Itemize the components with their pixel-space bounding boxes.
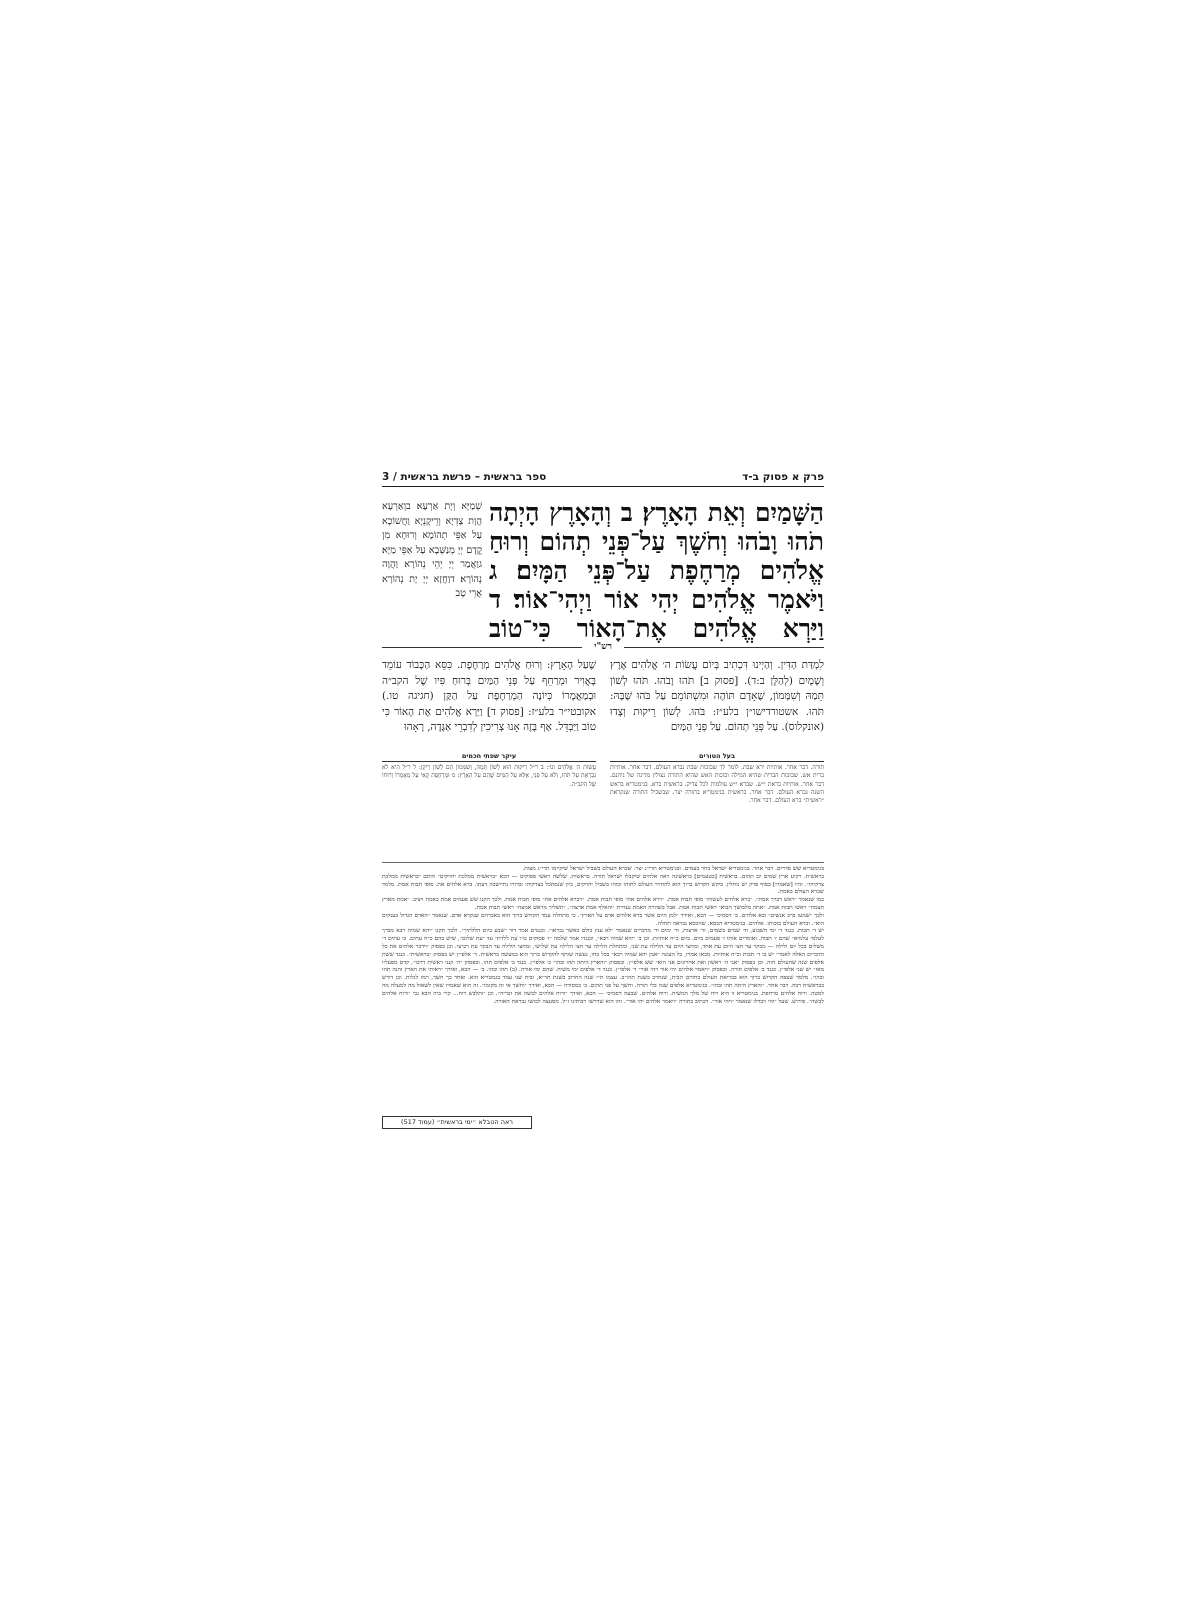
book-parsha-page-label: ספר בראשית – פרשת בראשית / 3 [382, 471, 547, 483]
targum-onkelos: שְׁמַיָּא וְיָת אַרְעָא׃ בוְאַרְעָא הֲוָת צָדְיָא וְרֵיקָנְיָא וַחֲשׁוֹכָא עַל אַפֵּי תְהוֹמָא וְרוּחָא מִן קֳדָם יְיָ מְנַשְּׁבָא עַל אַפֵּי מַיָּא׃ גוַאֲמַר יְיָ יְהֵי נְהוֹרָא וַהֲוָה נְהוֹרָא׃ דוַחֲזָא יְיָ יָת נְהוֹרָא אֲרֵי טָב [382, 501, 482, 599]
commentary-paragraph: כמו שנאמר ״ראש דברך אמת״. ״ברא אלהים לעשות״ סופי תבות אמת. ״וירא אלהים את״ סופי תבות אמת. ״ויברא אלהים את״ סופי תבות אמת. ולכך הקנו שש פעמים אמת כאמת ויציב. ״אמת מארץ תצמח״ ראשי תבות אמת. ״אתה מלבושך הבוא״ ראשי תבות אמת. אבל בשהרה האמת נעדרת ״והאלף אמת ארצה״. ״תשליך מראש אמצה״ ראשי תבות אמת. [382, 897, 824, 911]
rashi-label: רש"י [594, 642, 612, 652]
commentary-paragraph: ולכך ״שמעו ברב אנשים״ ובא אלהים. ב׳ דסמיכי — הכא, ואידך ״למן היום אשר ברא אלהים אדם על הארץ״. כי מתחלה עמד הקדוש ברוך הוא באברהם שנקרא אדם. שנאמר ״האדם הגדול בענקים הוא״. וברא העולם בזכותו. אלהים. בגימטריא הכסא. שהכסא נבראה תחלה. [382, 912, 824, 927]
rashi-column-right: לִמְדַּת הַדִּין. וְהַיְינוּ דִּכְתִיב בְּיוֹם עֲשׂוֹת ה׳ אֱלֹהִים אֶרֶץ וְשָׁמָיִם (לְהַלָּן ב:ד). [פסוק ב] תֹּהוּ וָבֹהוּ. תֹּהוּ לְשׁוֹן תֵּמַהּ וְשִׁמָּמוֹן, שֶׁאָדָם תּוֹהֶה וּמִשְׁתּוֹמֵם עַל בֹּהוּ שֶׁבָּהּ: תֹּהוּ. אשטורדישו״ן בלע״ז: בֹּהוּ. לְשׁוֹן רֵיקוּת וְצָדוּ (אונקלוס). עַל פְּנֵי תְהוֹם. עַל פְּנֵי הַמַּיִם [610, 659, 824, 733]
main-verse-text: הַשָּׁמַיִם וְאֵת הָאָרֶץ׃ ב וְהָאָרֶץ הָיְתָה תֹהוּ וָבֹהוּ וְחֹשֶׁךְ עַל־פְּנֵי תְהוֹם וְרוּחַ אֱלֹהִים מְרַחֶפֶת עַל־פְּנֵי הַמָּיִם׃ ג וַיֹּאמֶר אֱלֹהִים יְהִי אוֹר וַיְהִי־אוֹר׃ ד וַיַּרְא אֱלֹהִים אֶת־הָאוֹר כִּי־טוֹב [489, 498, 824, 643]
baal-haturim-continued [382, 862, 824, 1108]
separator-line-left [382, 647, 582, 648]
secondary-commentaries [382, 752, 824, 856]
commentary-paragraph: יש ד׳ תבות. כנגד ד׳ ימי השבוע, וד׳ שמים בשמים, וד׳ ארצות, וד׳ ימים וד׳ מדברים שנאמר ״לא ענין כולם כאשר נבראו״. וכנגדם אמר דוד ״שבע ביום הללתיך״. ולכך תקנו ״יהא שמיה רבא מברך לעלמי עלמיא״ שהם ז׳ תבות. ואומרים אותו ז׳ פעמים ביום. ביום כ״ח אותיות. וכן ב׳ ״יהא שמיה רבא״, וכנגדו אמר שלמה ״ז׳ פסוקים ט״ו עת ללדת״ עד ״עת שלום״, שיש בהם כ״ח עתים. כי עתים ד׳ משלים בכל יום ולילה — מבקר עד חצי היום עת אחד, ומחצי היום עד הלילה עת שני, ומתחלת הלילה עד חצי הלילה עת שלישי, ומחצי הלילה עד הבקר עת רביעי. וכן בפסוק ״וידבר אלהים את כל הדברים האלה לאמר״ יש בו ד׳ תבות וכ״ח אותיות. מכאן אמרו, כל העונה ״אמן יהא שמיה רבא״ בכל כחו, נעשה שותף להקדוש ברוך הוא במעשה בראשית. ד׳ אלפי״ן יש בפסוק ״בראשית״. כנגד ששת אלפים שנה שהעולם הזה. וכן בפסוק ״אני ה׳ ראשון ואת אחרונים אני הוא״ שש אלפי״ן. ובפסוק ״והארץ היתה תהו ובהו״ ב׳ אלפי״ן. כנגד ב׳ אלפים תהו. ובפסוק ״ה׳ קנני ראשית דרכו״, קדם מפעליו מאז״ יש שני אלפי״ן. כנגד ב׳ אלפים תורה. ובפסוק ״ויאמר אלהים יהי אור ויהי אור״ ד׳ אלפי״ן. כנגד ד׳ אלפים ימי משיח. שהם ימי אורה. (ב) תהו ובהו. ב׳ — הכא, ואידך ״ראיתי את הארץ והנה תהו ובהו״. מלמד שצפה הקדוש ברוך הוא בבריאת העולם בחורבן הבית, שנחרב בשנת תהו״ב. עצמו ת״י שנה החרוב בשנת תר״א, ובית שני עמד בגמטריא הוא. ואחר כך חשך, רמז לגלות. וכן דורש בבראשית רבה. דבר אחר. ״והארץ היתה תהו ובהו״. בגימטריא אלפים שנה בלי תורה. וחשך על פני תהום. ב׳ במסורה — הכא, ואידך ״וחשך אי זה מקומו״. זה הוא שאמרו שאין לשאול מה למעלה מה למטה. ורוח אלהים מרחפת. בגימטריא זו היא רוח של מלך המשיח. ורוח אלהים. שבעה דסמיכי — הכא, ואידך ״ורוח אלהים לבשה את זכריה״. וכן ״ותלבש רוח... קרי ביה הבא גבי ״ורוח אלהים לבשה״. פירוש. שעל ״והי ויבדלו שנאמר ״ויהי אור״. דכתיב בתורה ״ויאמר אלהים יהי אור״. זהו הוא שדרשו רבותינו ז״ל. מסעצה לבושו נבראת האורה. [382, 928, 824, 1005]
page-header [382, 468, 824, 487]
baal-haturim-box [610, 752, 824, 856]
chapter-verse-label: פרק א פסוק ב-ד [742, 471, 824, 483]
baal-haturim-title: בעל הטורים [610, 752, 824, 762]
footer-reference-box: ראה הטבלא ״ימי בראשית״ (עמוד 517) [382, 1116, 532, 1129]
page [382, 468, 824, 1135]
rashi-commentary [382, 658, 824, 744]
ikar-siftei-chachamim-title: עיקר שפתי חכמים [382, 752, 596, 762]
baal-haturim-body: תורה. דבר אחר. אותיות ירא שבת. לומר לך שבזכות שבת נברא העולם. דבר אחר. אותיות ברית אש. שבזכות הברית שהיא המילה ובזכות האש שהיא התורה נצולין מדינה של גיהנם. דבר אחר. אותיות בראת י״ש. שברא י״ש עולמות לכל צדיק. בראשית ברא. בגימטריא בראש השנה נברא העולם. דבר אחר. בראשית בגימטריא בתורה יצר. שבשביל התורה שנקראת ״ראשית״ ברא העולם. דבר אחר. [610, 764, 824, 805]
separator-line-right [624, 647, 824, 648]
commentary-paragraph: בראשית. רקיע ארץ שמים ים תהום. בראשית [בטעמים] בראשונה ראה אלהים שיקבלו ישראל תורה. בראשית. שלשה ראשי פסוקים — הכא ״בראשית ממלכת יהויקים״ והתם ״בראשית ממלכת צדקיהו״. והיו [שאמרו] בסוף פרק יש נוחלין. ביקש הקדוש ברוך הוא להחזיר העולם לתוהו ובוהו בשביל יהויקים, כיון שנסתכל בצדקיהו ובדורו נתיישבה דעתו. ברא אלהים את. סופי תבות אמת. מלמד שברא העולם באמת. [382, 873, 824, 896]
ikar-siftei-chachamim-box [382, 752, 596, 856]
rashi-separator [382, 642, 824, 652]
rashi-column-left: שֶׁעַל הָאָרֶץ: וְרוּחַ אֱלֹהִים מְרַחֶפֶת. כִּסֵּא הַכָּבוֹד עוֹמֵד בָּאֲוִיר וּמְרַחֵף עַל פְּנֵי הַמַּיִם בְּרוּחַ פִּיו שֶׁל הקב״ה וּבְמַאֲמָרוֹ כְּיוֹנָה הַמְרַחֶפֶת עַל הַקַּן (חגיגה טו.) אקובטי״ר בלע״ז: [פסוק ד] וַיַּרְא אֱלֹהִים אֶת הָאוֹר כִּי טוֹב וַיַּבְדֵּל. אַף בָּזֶה אָנוּ צְרִיכִין לְדִבְרֵי אַגָּדָה, רָאָהוּ [382, 659, 596, 733]
verse-block [382, 498, 824, 643]
ikar-siftei-chachamim-body: עֲשׂוֹת ה׳ אֱלֹהִים וגו׳: ב ר״ל רֵיקוּת הוּא לְשׁוֹן תֵּמַהּ, וְשִׁמָּמוֹן הֵם לְשׁוֹן רֵיקָן: ל ר״ל הִיא לֹא נִבְרְאֵת עַל תֹּהוּ, וְלֹא עַל פְּנֵי, אֶלָּא עַל הַמַּיִם שֶׁהֵם עַל הָאָרֶץ: מ וּמְרַחֶפֶת קָאֵי עַל מַאֲמָרוֹ וְרוּחוֹ שֶׁל הקב״ה. [382, 764, 596, 788]
commentary-paragraph: בגימטריא שש סדרים. דבר אחר. בגימטריא ישראל בחר בעמים. ובגימטריא תרי״ג יצר. שברא העולם בשביל ישראל שיקיימו תרי״ג מצות. [522, 866, 824, 872]
